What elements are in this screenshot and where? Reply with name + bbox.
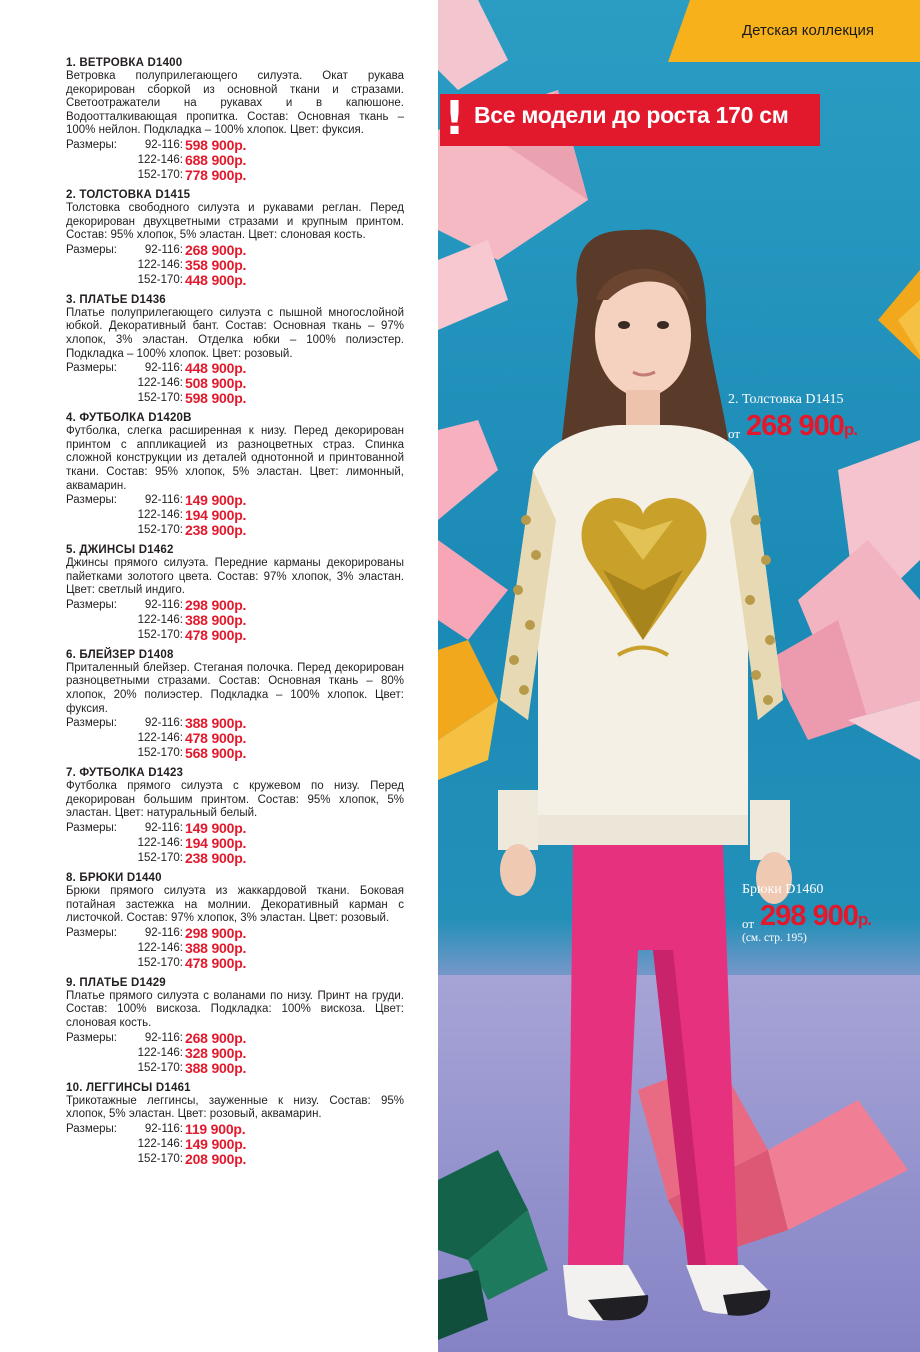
size-row bbox=[66, 258, 404, 273]
size-price: 149 900р. bbox=[185, 492, 247, 509]
sizes-label: Размеры: bbox=[66, 1031, 117, 1044]
size-price: 328 900р. bbox=[185, 1044, 247, 1061]
sizes-label: Размеры: bbox=[66, 926, 117, 939]
size-price: 388 900р. bbox=[185, 715, 247, 732]
size-price: 194 900р. bbox=[185, 835, 247, 852]
size-row bbox=[66, 956, 404, 971]
size-row bbox=[66, 926, 404, 941]
size-range: 92-116: bbox=[144, 1122, 183, 1135]
size-range: 152-170: bbox=[137, 956, 183, 969]
size-price: 688 900р. bbox=[185, 151, 247, 168]
size-row bbox=[66, 821, 404, 836]
photo-illustration bbox=[438, 0, 920, 1352]
sizes-label: Размеры: bbox=[66, 717, 117, 730]
size-range: 122-146: bbox=[137, 837, 183, 850]
sizes-label: Размеры: bbox=[66, 598, 117, 611]
size-range: 92-116: bbox=[144, 822, 183, 835]
product-description: Брюки прямого силуэта из жаккардовой ткани. Боковая потайная застежка на молнии. Декоративный карман с листочкой. Состав: 97% хлопок, 3% эластан. Цвет: розовый. bbox=[66, 885, 404, 925]
product-item bbox=[66, 1081, 404, 1167]
product-item bbox=[66, 293, 404, 406]
product-item bbox=[66, 188, 404, 288]
size-range: 92-116: bbox=[144, 138, 183, 151]
size-price: 598 900р. bbox=[185, 136, 247, 153]
size-price: 238 900р. bbox=[185, 522, 247, 539]
size-row bbox=[66, 391, 404, 406]
product-description: Толстовка свободного силуэта и рукавами реглан. Перед декорирован двухцветными стразами и крупным принтом. Состав: 95% хлопок, 5% эластан. Цвет: слоновая кость. bbox=[66, 201, 404, 242]
product-item bbox=[66, 56, 404, 183]
size-price: 388 900р. bbox=[185, 1059, 247, 1076]
product-title: 7. ФУТБОЛКА D1423 bbox=[66, 767, 184, 780]
size-price: 208 900р. bbox=[185, 1150, 247, 1167]
product-item bbox=[66, 648, 404, 761]
size-row bbox=[66, 273, 404, 288]
product-item bbox=[66, 871, 404, 971]
size-range: 152-170: bbox=[137, 168, 183, 181]
product-title: 1. ВЕТРОВКА D1400 bbox=[66, 57, 183, 69]
size-range: 92-116: bbox=[144, 717, 183, 730]
product-item bbox=[66, 411, 404, 538]
callout-sweatshirt-price: 268 900р. bbox=[746, 410, 857, 442]
product-title: 10. ЛЕГГИНСЫ D1461 bbox=[66, 1081, 191, 1094]
product-title: 4. ФУТБОЛКА D1420B bbox=[66, 412, 192, 425]
size-row bbox=[66, 746, 404, 761]
product-title: 5. ДЖИНСЫ D1462 bbox=[66, 544, 174, 557]
size-row bbox=[66, 493, 404, 508]
size-range: 152-170: bbox=[137, 392, 183, 405]
callout-pants-price: 298 900р. bbox=[760, 900, 871, 932]
product-title: 6. БЛЕЙЗЕР D1408 bbox=[66, 648, 174, 661]
product-description: Джинсы прямого силуэта. Передние карманы декорированы пайетками золотого цвета. Состав: 97% хлопок, 3% эластан. Цвет: светлый индиго. bbox=[66, 557, 404, 597]
size-row bbox=[66, 1152, 404, 1167]
size-range: 92-116: bbox=[144, 598, 183, 611]
size-price: 478 900р. bbox=[185, 954, 247, 971]
product-description: Трикотажные леггинсы, зауженные к низу. Состав: 95% хлопок, 5% эластан. Цвет: розовый, аквамарин. bbox=[66, 1094, 404, 1121]
product-item bbox=[66, 766, 404, 866]
sizes-label: Размеры: bbox=[66, 494, 117, 507]
size-range: 122-146: bbox=[137, 613, 183, 626]
size-price: 268 900р. bbox=[185, 1029, 247, 1046]
size-row bbox=[66, 1137, 404, 1152]
callout-pants-from: от bbox=[742, 916, 755, 931]
size-price: 598 900р. bbox=[185, 390, 247, 407]
size-range: 152-170: bbox=[137, 747, 183, 760]
size-row bbox=[66, 1046, 404, 1061]
size-price-list bbox=[66, 361, 404, 406]
callout-sweatshirt-name: 2. Толстовка D1415 bbox=[728, 392, 844, 407]
sizes-label: Размеры: bbox=[66, 138, 117, 151]
banner-text: Все модели до роста 170 см bbox=[474, 102, 789, 128]
size-price-list bbox=[66, 1031, 404, 1076]
size-price: 268 900р. bbox=[185, 241, 247, 258]
size-range: 92-116: bbox=[144, 362, 183, 375]
size-price-list bbox=[66, 716, 404, 761]
sizes-label: Размеры: bbox=[66, 243, 117, 256]
origami-top-left bbox=[438, 0, 588, 330]
size-row bbox=[66, 361, 404, 376]
origami-right-crane bbox=[768, 440, 920, 760]
product-title: 3. ПЛАТЬЕ D1436 bbox=[66, 293, 166, 306]
product-title: 9. ПЛАТЬЕ D1429 bbox=[66, 976, 166, 989]
product-description: Платье прямого силуэта с воланами по низу. Принт на груди. Состав: 100% вискоза. Подкладка: 100% вискоза. Цвет: слоновая кость. bbox=[66, 989, 404, 1029]
exclamation-icon: ! bbox=[444, 91, 465, 145]
callout-pants-note: (см. стр. 195) bbox=[742, 932, 807, 944]
size-price-list bbox=[66, 243, 404, 288]
size-row bbox=[66, 716, 404, 731]
size-price: 478 900р. bbox=[185, 730, 247, 747]
size-range: 122-146: bbox=[137, 377, 183, 390]
product-item bbox=[66, 543, 404, 643]
size-price-list bbox=[66, 1122, 404, 1167]
size-price: 149 900р. bbox=[185, 820, 247, 837]
size-price-list bbox=[66, 138, 404, 183]
origami-bottom-green bbox=[438, 1150, 548, 1340]
size-price: 448 900р. bbox=[185, 271, 247, 288]
size-price: 448 900р. bbox=[185, 360, 247, 377]
size-price: 358 900р. bbox=[185, 256, 247, 273]
size-price-list bbox=[66, 493, 404, 538]
product-item bbox=[66, 976, 404, 1076]
size-range: 152-170: bbox=[137, 852, 183, 865]
size-row bbox=[66, 613, 404, 628]
size-range: 152-170: bbox=[137, 1061, 183, 1074]
size-price: 778 900р. bbox=[185, 166, 247, 183]
size-range: 92-116: bbox=[144, 926, 183, 939]
origami-yellow-right bbox=[878, 270, 920, 360]
product-title: 8. БРЮКИ D1440 bbox=[66, 872, 162, 885]
product-description: Футболка, слегка расширенная к низу. Перед декорирован принтом с аппликацией из разноцветных страз. Спинка сложной конструкции из деталей однотонной и принтованной ткани. Состав: 95% хлопок, 5% эластан. Цвет: лимонный, аквамарин. bbox=[66, 425, 404, 492]
size-range: 122-146: bbox=[137, 732, 183, 745]
product-description: Платье полуприлегающего силуэта с пышной многослойной юбкой. Декоративный бант. Состав: Основная ткань – 97% хлопок, 3% эластан. Отделка юбки – 100% полиэстер. Подкладка – 100% хлопок. Цвет: розовый. bbox=[66, 306, 404, 360]
size-price-list bbox=[66, 598, 404, 643]
size-range: 122-146: bbox=[137, 509, 183, 522]
size-range: 152-170: bbox=[137, 628, 183, 641]
callout-pants-name: Брюки D1460 bbox=[742, 882, 824, 897]
origami-left-crane bbox=[438, 420, 508, 780]
size-row bbox=[66, 1031, 404, 1046]
size-price-list bbox=[66, 821, 404, 866]
sizes-label: Размеры: bbox=[66, 822, 117, 835]
size-range: 92-116: bbox=[144, 494, 183, 507]
size-price: 238 900р. bbox=[185, 850, 247, 867]
size-range: 122-146: bbox=[137, 1137, 183, 1150]
size-range: 122-146: bbox=[137, 258, 183, 271]
size-range: 122-146: bbox=[137, 941, 183, 954]
product-list bbox=[66, 56, 404, 1172]
size-row bbox=[66, 1061, 404, 1076]
size-row bbox=[66, 851, 404, 866]
size-range: 152-170: bbox=[137, 273, 183, 286]
size-range: 152-170: bbox=[137, 524, 183, 537]
size-row bbox=[66, 153, 404, 168]
size-row bbox=[66, 731, 404, 746]
sizes-label: Размеры: bbox=[66, 1122, 117, 1135]
size-price-list bbox=[66, 926, 404, 971]
size-row bbox=[66, 243, 404, 258]
size-row bbox=[66, 941, 404, 956]
size-row bbox=[66, 168, 404, 183]
product-description: Ветровка полуприлегающего силуэта. Окат рукава декорирован сборкой из основной ткани и стразами. Светоотражатели на рукавах и в капюшоне. Водоотталкивающая пропитка. Состав: Основная ткань – 100% нейлон. Подкладка – 100% хлопок. Цвет: фуксия. bbox=[66, 70, 404, 137]
size-range: 122-146: bbox=[137, 1046, 183, 1059]
product-description: Футболка прямого силуэта с кружевом по низу. Перед декорирован большим принтом. Состав: 95% хлопок, 5% эластан. Цвет: натуральный белый. bbox=[66, 780, 404, 820]
size-row bbox=[66, 138, 404, 153]
size-range: 122-146: bbox=[137, 153, 183, 166]
size-price: 508 900р. bbox=[185, 375, 247, 392]
product-title: 2. ТОЛСТОВКА D1415 bbox=[66, 188, 191, 201]
collection-label: Детская коллекция bbox=[742, 22, 874, 39]
size-price: 388 900р. bbox=[185, 939, 247, 956]
size-row bbox=[66, 598, 404, 613]
size-price: 568 900р. bbox=[185, 745, 247, 762]
size-range: 92-116: bbox=[144, 243, 183, 256]
size-price: 149 900р. bbox=[185, 1135, 247, 1152]
product-photo bbox=[438, 0, 920, 1352]
size-row bbox=[66, 376, 404, 391]
size-range: 152-170: bbox=[137, 1152, 183, 1165]
sizes-label: Размеры: bbox=[66, 362, 117, 375]
size-row bbox=[66, 523, 404, 538]
size-range: 92-116: bbox=[144, 1031, 183, 1044]
callout-sweatshirt-from: от bbox=[728, 426, 741, 441]
size-row bbox=[66, 836, 404, 851]
size-price: 194 900р. bbox=[185, 507, 247, 524]
size-row bbox=[66, 508, 404, 523]
product-description: Приталенный блейзер. Стеганая полочка. Перед декорирован разноцветными стразами. Состав: Основная ткань – 80% хлопок, 20% полиэстер. Подкладка – 100% хлопок. Цвет: фуксия. bbox=[66, 661, 404, 715]
size-price: 298 900р. bbox=[185, 596, 247, 613]
size-price: 298 900р. bbox=[185, 924, 247, 941]
size-price: 388 900р. bbox=[185, 611, 247, 628]
size-price: 478 900р. bbox=[185, 626, 247, 643]
size-row bbox=[66, 628, 404, 643]
size-row bbox=[66, 1122, 404, 1137]
size-price: 119 900р. bbox=[185, 1120, 246, 1137]
